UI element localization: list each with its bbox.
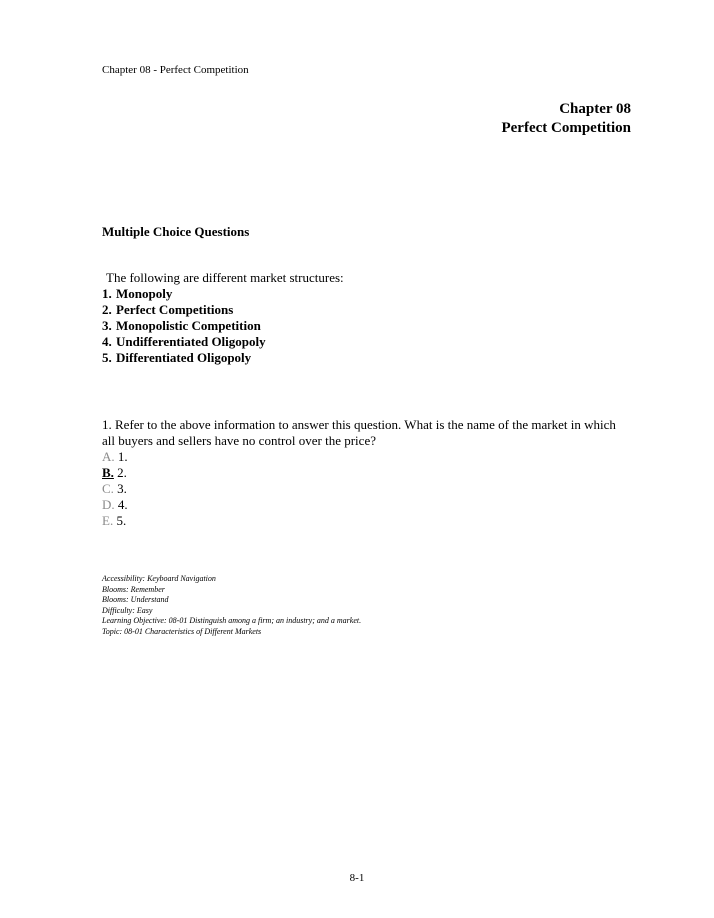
option-value: 4. bbox=[117, 497, 128, 512]
market-structure-item bbox=[102, 334, 344, 350]
meta-accessibility: Accessibility: Keyboard Navigation bbox=[102, 574, 216, 583]
running-header: Chapter 08 - Perfect Competition bbox=[102, 64, 249, 76]
option-value: 2. bbox=[117, 465, 127, 480]
option-letter: C. bbox=[102, 481, 114, 496]
market-structure-item bbox=[102, 350, 344, 366]
chapter-heading bbox=[501, 100, 631, 138]
market-structure-item bbox=[102, 318, 344, 334]
market-structures-intro bbox=[102, 270, 344, 366]
intro-lead: The following are different market structures: bbox=[106, 270, 344, 285]
meta-learning-objective: Learning Objective: 08-01 Distinguish among a firm; an industry; and a market. bbox=[102, 616, 362, 626]
meta-difficulty: Difficulty: Easy bbox=[102, 605, 153, 615]
item-label: Monopolistic Competition bbox=[116, 318, 261, 333]
page-number: 8-1 bbox=[349, 872, 365, 884]
answer-options bbox=[102, 449, 632, 529]
item-number: 2. bbox=[102, 302, 112, 317]
section-title: Multiple Choice Questions bbox=[102, 224, 250, 239]
chapter-number: Chapter 08 bbox=[559, 101, 631, 117]
question-text: 1. Refer to the above information to answer this question. What is the name of the market in which all buyers and sellers have no control over the price? bbox=[102, 417, 616, 448]
answer-option bbox=[102, 513, 632, 529]
item-number: 4. bbox=[102, 334, 112, 349]
option-letter: D. bbox=[102, 497, 115, 512]
answer-option bbox=[102, 449, 632, 465]
market-structure-item bbox=[102, 286, 344, 302]
item-label: Perfect Competitions bbox=[116, 302, 234, 317]
option-value: 3. bbox=[117, 481, 127, 496]
chapter-title: Perfect Competition bbox=[501, 120, 631, 136]
meta-topic: Topic: 08-01 Characteristics of Different Markets bbox=[102, 626, 262, 636]
answer-option bbox=[102, 497, 632, 513]
answer-option-correct bbox=[102, 465, 632, 481]
item-number: 3. bbox=[102, 318, 112, 333]
option-letter-correct: B. bbox=[102, 465, 114, 480]
market-structure-list bbox=[102, 286, 344, 366]
option-letter: A. bbox=[102, 449, 115, 464]
item-label: Undifferentiated Oligopoly bbox=[116, 334, 266, 349]
question-metadata bbox=[102, 574, 361, 638]
item-label: Monopoly bbox=[116, 286, 173, 301]
item-number: 1. bbox=[102, 286, 112, 301]
answer-option bbox=[102, 481, 632, 497]
item-label: Differentiated Oligopoly bbox=[116, 350, 252, 365]
market-structure-item bbox=[102, 302, 344, 318]
option-value: 5. bbox=[116, 513, 127, 528]
meta-blooms: Blooms: Remember bbox=[102, 584, 165, 594]
question-block bbox=[102, 417, 632, 529]
item-number: 5. bbox=[102, 350, 112, 365]
option-value: 1. bbox=[117, 449, 128, 464]
option-letter: E. bbox=[102, 513, 114, 528]
meta-blooms: Blooms: Understand bbox=[102, 595, 169, 605]
